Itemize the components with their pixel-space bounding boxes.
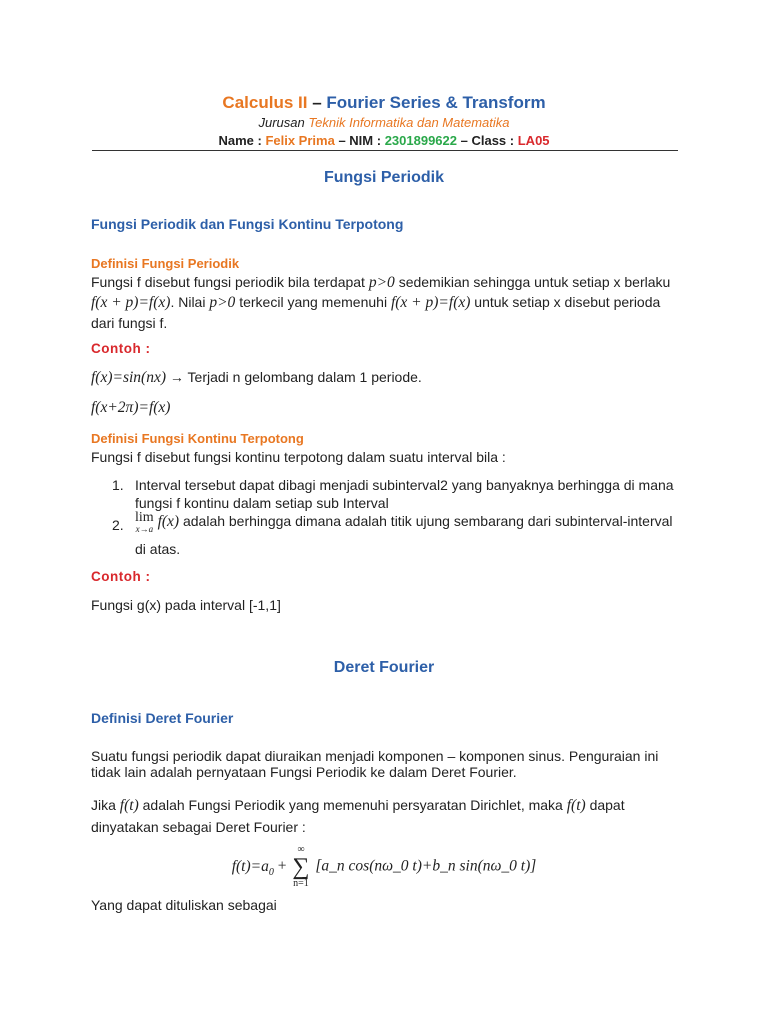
example-label-1: Contoh : — [91, 341, 151, 356]
sum-upper-limit: ∞ — [297, 844, 305, 855]
math-sin-nx: f(x)=sin(nx) — [91, 369, 167, 386]
text-segment: sedemikian sehingga untuk setiap x berlaku — [398, 274, 671, 290]
formula-a0-subscript: 0 — [268, 866, 274, 878]
sum-lower-limit: n=1 — [293, 878, 309, 889]
topic-name: Fourier Series & Transform — [326, 93, 546, 112]
text-segment: Fungsi f disebut fungsi periodik bila terdapat — [91, 274, 365, 290]
math-f-of-t: f(t) — [566, 797, 586, 814]
limit-subscript: x→a — [135, 524, 154, 534]
limit-expression — [135, 511, 154, 534]
sum-symbol: ∑ — [292, 854, 310, 880]
definition-title-kontinu: Definisi Fungsi Kontinu Terpotong — [91, 431, 304, 446]
section-title-fungsi-periodik: Fungsi Periodik — [323, 169, 444, 186]
header-divider — [92, 150, 678, 151]
summation — [292, 845, 309, 889]
definition-line-1 — [91, 274, 670, 292]
math-f-of-t: f(t) — [119, 797, 139, 814]
formula-lhs — [231, 857, 274, 878]
math-periodic-eq: f(x + p)=f(x) — [390, 294, 471, 311]
text-segment: Jika — [91, 797, 116, 813]
student-info-line — [0, 133, 768, 148]
closing-text: Yang dapat dituliskan sebagai — [91, 897, 277, 913]
text-segment: → Terjadi n gelombang dalam 1 periode. — [169, 369, 422, 385]
paragraph-2-line-2: dinyatakan sebagai Deret Fourier : — [91, 819, 306, 835]
example-label-2: Contoh : — [91, 569, 151, 584]
list-item-1-line-1: Interval tersebut dapat dibagi menjadi subinterval2 yang banyaknya berhingga di mana — [135, 477, 674, 493]
fourier-series-formula — [0, 845, 768, 889]
text-segment: dapat — [589, 797, 625, 813]
text-segment: adalah Fungsi Periodik yang memenuhi persyaratan Dirichlet, maka — [142, 797, 563, 813]
paragraph-1-line-1: Suatu fungsi periodik dapat diuraikan menjadi komponen – komponen sinus. Penguraian ini — [91, 748, 659, 764]
definition-intro: Fungsi f disebut fungsi kontinu terpotong dalam suatu interval bila : — [91, 449, 506, 465]
class-label: – Class : — [460, 133, 515, 148]
definition-line-3: dari fungsi f. — [91, 315, 168, 331]
math-periodic-eq: f(x + p)=f(x) — [91, 294, 171, 311]
paragraph-1-line-2: tidak lain adalah pernyataan Fungsi Periodik ke dalam Deret Fourier. — [91, 764, 517, 780]
math-p-positive: p>0 — [209, 294, 236, 311]
course-name: Calculus II — [222, 93, 308, 112]
example-text-2: Fungsi g(x) pada interval [-1,1] — [91, 597, 281, 613]
list-item-2-line-1 — [135, 511, 673, 534]
section-title-deret-fourier: Deret Fourier — [333, 659, 435, 676]
text-segment: adalah berhingga dimana adalah titik ujung sembarang dari subinterval-interval — [182, 513, 673, 530]
definition-title-periodik: Definisi Fungsi Periodik — [91, 256, 240, 271]
math-p-positive: p>0 — [368, 274, 395, 291]
department-name: Teknik Informatika dan Matematika — [308, 115, 510, 130]
nim-label: – NIM : — [338, 133, 382, 148]
list-number-1: 1. — [112, 477, 124, 493]
example-eq-sin — [91, 369, 422, 387]
example-eq-2pi — [91, 399, 170, 417]
formula-lhs-text: f(t)=a — [231, 857, 269, 875]
paragraph-2-line-1 — [91, 797, 625, 815]
student-nim: 2301899622 — [384, 133, 457, 148]
student-class: LA05 — [517, 133, 550, 148]
formula-body: [a_n cos(nω_0 t)+b_n sin(nω_0 t)] — [315, 857, 537, 875]
document-title — [0, 93, 768, 113]
text-segment: terkecil yang memenuhi — [239, 294, 388, 310]
definition-line-2 — [91, 294, 660, 312]
student-name: Felix Prima — [265, 133, 335, 148]
list-item-2-line-2: di atas. — [135, 541, 181, 557]
text-segment: untuk setiap x disebut perioda — [474, 294, 661, 310]
subsection-title-definisi-deret: Definisi Deret Fourier — [91, 710, 234, 726]
list-item-1-line-2: fungsi f kontinu dalam setiap sub Interval — [135, 495, 389, 511]
math-2pi-period: f(x+2π)=f(x) — [91, 399, 171, 416]
text-segment: . Nilai — [170, 294, 206, 310]
formula-plus: + — [277, 857, 287, 875]
math-f-of-x: f(x) — [157, 513, 180, 531]
limit-symbol: lim — [135, 510, 154, 525]
title-dash: – — [312, 93, 322, 112]
name-label: Name : — [218, 133, 262, 148]
list-number-2: 2. — [112, 517, 124, 533]
department-prefix: Jurusan — [258, 115, 305, 130]
department-line — [0, 115, 768, 130]
subsection-title: Fungsi Periodik dan Fungsi Kontinu Terpotong — [91, 216, 404, 232]
